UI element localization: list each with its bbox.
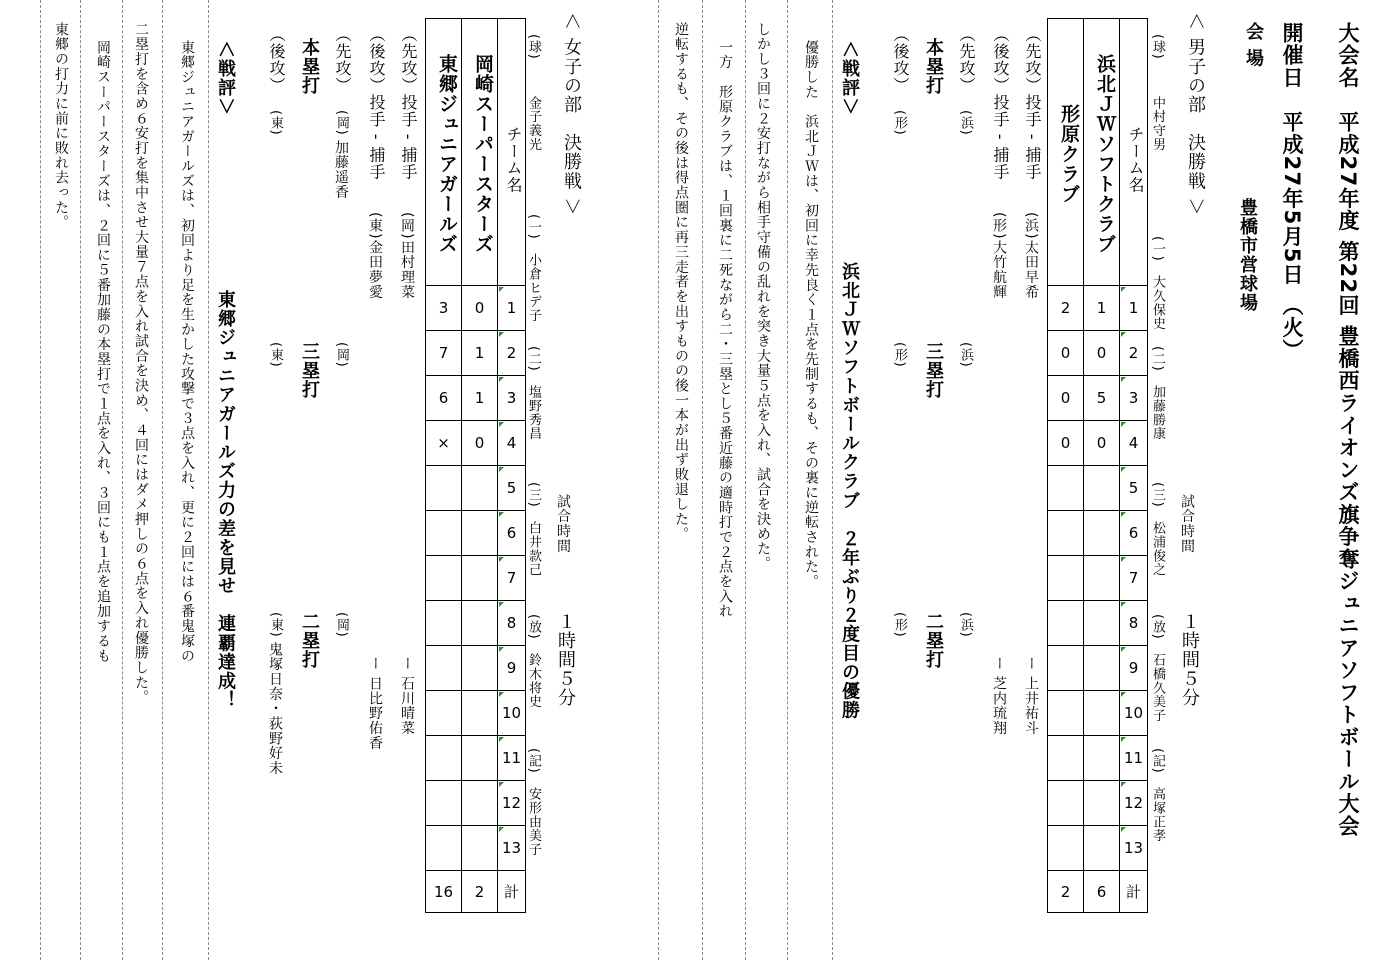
venue-label: 会 場 — [1243, 22, 1264, 68]
girls-triple-second-team: (東) — [268, 342, 283, 368]
girls-t1-i2: 1 — [462, 331, 498, 376]
boys-section-title: ＜ 男子の部 決勝戦 ＞ — [1185, 12, 1206, 217]
boys-t2-i9 — [1048, 646, 1084, 691]
venue-value: 豊橋市営球場 — [1237, 198, 1258, 313]
girls-battery-second-catcher: ー 日比野佑香 — [367, 656, 383, 751]
girls-t2-i10 — [426, 691, 462, 736]
boys-inning-10: 10 — [1120, 691, 1148, 736]
boys-battery-second-team: (形) — [991, 212, 1007, 240]
girls-t1-i8 — [462, 601, 498, 646]
boys-double-label: 二塁打 — [923, 612, 944, 670]
girls-battery-first-team: (岡) — [399, 212, 415, 240]
girls-inning-7: 7 — [498, 556, 526, 601]
boys-t1-i7 — [1084, 556, 1120, 601]
girls-review-line-1: 東郷ジュニアガールズは、初回より足を生かした攻撃で３点を入れ、更に２回には６番鬼塚の — [179, 40, 195, 664]
girls-t1-i10 — [462, 691, 498, 736]
boys-t2-i4: 0 — [1048, 421, 1084, 466]
girls-double-label: 二塁打 — [299, 612, 320, 670]
girls-triple-first-team: (岡) — [334, 342, 349, 368]
boys-t2-i3: 0 — [1048, 376, 1084, 421]
boys-t2-i8 — [1048, 601, 1084, 646]
girls-battery-first-catcher: ー 石川晴菜 — [399, 656, 415, 736]
date-label: 開催日 — [1280, 22, 1304, 89]
boys-umpire-2b: (二) 加藤勝康 — [1150, 346, 1165, 441]
girls-inning-8: 8 — [498, 601, 526, 646]
girls-hr-second-team: (東) — [268, 110, 283, 136]
girls-battery-second-label: （後攻）投手 - 捕手 — [367, 26, 386, 181]
divider — [162, 0, 163, 960]
boys-team-header: チーム名 — [1120, 19, 1148, 286]
boys-t1-i2: 0 — [1084, 331, 1120, 376]
divider — [122, 0, 123, 960]
girls-battery-second-names: 金田夢愛 — [367, 240, 383, 300]
boys-t2-i5 — [1048, 466, 1084, 511]
boys-t1-i8 — [1084, 601, 1120, 646]
girls-t1-i7 — [462, 556, 498, 601]
boys-battery-first-catcher: ー 上井祐斗 — [1023, 656, 1039, 736]
girls-t2-i9 — [426, 646, 462, 691]
girls-t2-i7 — [426, 556, 462, 601]
girls-inning-1: 1 — [498, 286, 526, 331]
girls-t1-i4: 0 — [462, 421, 498, 466]
boys-t2-i10 — [1048, 691, 1084, 736]
boys-battery-second-catcher: ー 芝内琉翔 — [991, 656, 1007, 736]
boys-t1-i3: 5 — [1084, 376, 1120, 421]
boys-game-time-label: 試合時間 — [1179, 494, 1195, 554]
tournament-label: 大会名 — [1336, 22, 1360, 89]
boys-umpire-plate-name: 中村守男 — [1150, 96, 1165, 152]
girls-triple-label: 三塁打 — [299, 342, 320, 400]
boys-umpire-out: (放) 石橋久美子 — [1150, 614, 1165, 723]
boys-game-time-value: １時間５分 — [1179, 612, 1200, 708]
girls-double-names: 鬼塚日奈・荻野好未 — [267, 642, 283, 776]
boys-triple-label: 三塁打 — [923, 342, 944, 400]
girls-t2-i1: 3 — [426, 286, 462, 331]
girls-umpire-1b: (一) 小倉ヒデ子 — [526, 214, 541, 323]
girls-t1-i6 — [462, 511, 498, 556]
girls-review-title: ＜戦評＞ — [215, 40, 236, 117]
boys-t1-i11 — [1084, 736, 1120, 781]
boys-t1-i10 — [1084, 691, 1120, 736]
boys-t2-i7 — [1048, 556, 1084, 601]
boys-hr-first-label: （先攻） — [957, 26, 976, 94]
boys-t1-total: 6 — [1084, 871, 1120, 913]
girls-t2-total: 16 — [426, 871, 462, 913]
girls-score-table — [425, 18, 526, 913]
boys-t2-i6 — [1048, 511, 1084, 556]
girls-inning-6: 6 — [498, 511, 526, 556]
boys-t1-i6 — [1084, 511, 1120, 556]
boys-battery-first-names: 太田早希 — [1023, 240, 1039, 300]
girls-inning-4: 4 — [498, 421, 526, 466]
boys-inning-6: 6 — [1120, 511, 1148, 556]
boys-inning-5: 5 — [1120, 466, 1148, 511]
boys-inning-3: 3 — [1120, 376, 1148, 421]
tournament-name-line — [1337, 22, 1358, 837]
boys-review-line-2: しかし３回に２安打ながら相手守備の乱れを突き大量５点を入れ、試合を決めた。 — [755, 22, 771, 572]
girls-t2-i8 — [426, 601, 462, 646]
girls-inning-5: 5 — [498, 466, 526, 511]
boys-double-first-team: (浜) — [958, 612, 973, 638]
boys-review-title: ＜戦評＞ — [839, 40, 860, 117]
boys-t1-i5 — [1084, 466, 1120, 511]
girls-t2-i11 — [426, 736, 462, 781]
boys-hr-first-team: (浜) — [958, 110, 973, 136]
boys-review-line-3: 一方 形原クラブは、１回裏に二死ながら二・三塁とし５番近藤の適時打で２点を入れ — [717, 40, 733, 619]
girls-game-time-label: 試合時間 — [555, 494, 571, 554]
divider — [80, 0, 81, 960]
girls-umpire-2b: (二) 塩野秀昌 — [526, 346, 541, 441]
girls-inning-9: 9 — [498, 646, 526, 691]
girls-hr-first-team: (岡) — [334, 110, 349, 136]
girls-hr-first-name: 加藤遥香 — [333, 140, 349, 200]
divider — [787, 0, 788, 960]
boys-hr-second-label: （後攻） — [891, 26, 910, 94]
boys-inning-7: 7 — [1120, 556, 1148, 601]
girls-team1-name: 岡崎スーパースターズ — [462, 19, 498, 286]
girls-t1-i12 — [462, 781, 498, 826]
divider — [208, 0, 209, 960]
girls-t1-i1: 0 — [462, 286, 498, 331]
girls-t1-i9 — [462, 646, 498, 691]
boys-t1-i9 — [1084, 646, 1120, 691]
boys-battery-first-label: （先攻）投手 - 捕手 — [1023, 26, 1042, 181]
boys-headline: 浜北ＪＷソフトボールクラブ ２年ぶり２度目の優勝 — [839, 262, 860, 720]
boys-t2-i2: 0 — [1048, 331, 1084, 376]
girls-inning-13: 13 — [498, 826, 526, 871]
boys-inning-11: 11 — [1120, 736, 1148, 781]
boys-hr-second-team: (形) — [892, 110, 907, 136]
boys-t2-i11 — [1048, 736, 1084, 781]
boys-battery-first-team: (浜) — [1023, 212, 1039, 240]
girls-headline: 東郷ジュニアガールズ力の差を見せ 連覇達成！ — [215, 290, 236, 710]
divider — [658, 0, 659, 960]
boys-score-table — [1047, 18, 1148, 913]
girls-double-second-team: (東) — [268, 612, 283, 638]
girls-t2-i3: 6 — [426, 376, 462, 421]
girls-t1-i13 — [462, 826, 498, 871]
girls-section-title: ＜ 女子の部 決勝戦 ＞ — [561, 12, 582, 217]
boys-hr-label: 本塁打 — [923, 38, 944, 96]
divider — [832, 0, 833, 960]
girls-inning-11: 11 — [498, 736, 526, 781]
boys-inning-2: 2 — [1120, 331, 1148, 376]
girls-umpire-rec: (記) 安形由美子 — [526, 748, 541, 857]
girls-t2-i4: × — [426, 421, 462, 466]
girls-t2-i13 — [426, 826, 462, 871]
girls-umpire-3b: (三) 白井款己 — [526, 482, 541, 577]
girls-total-header: 計 — [498, 871, 526, 913]
girls-t1-total: 2 — [462, 871, 498, 913]
girls-team2-name: 東郷ジュニアガールズ — [426, 19, 462, 286]
girls-battery-second-team: (東) — [367, 212, 383, 240]
divider — [40, 0, 41, 960]
girls-t1-i3: 1 — [462, 376, 498, 421]
girls-t2-i5 — [426, 466, 462, 511]
boys-inning-13: 13 — [1120, 826, 1148, 871]
boys-battery-second-label: （後攻）投手 - 捕手 — [991, 26, 1010, 181]
girls-review-line-2: 二塁打を含め６安打を集中させ大量７点を入れ試合を決め、４回にはダメ押しの６点を入れ優勝した。 — [133, 22, 149, 705]
boys-umpire-plate: (球) — [1150, 34, 1165, 60]
boys-team2-name: 形原クラブ — [1048, 19, 1084, 286]
girls-umpire-plate: (球) — [526, 34, 541, 60]
girls-inning-10: 10 — [498, 691, 526, 736]
boys-inning-1: 1 — [1120, 286, 1148, 331]
boys-t2-total: 2 — [1048, 871, 1084, 913]
boys-umpire-rec: (記) 高塚正孝 — [1150, 748, 1165, 843]
boys-t2-i12 — [1048, 781, 1084, 826]
boys-double-second-team: (形) — [892, 612, 907, 638]
boys-umpire-3b: (三) 松浦俊之 — [1150, 482, 1165, 577]
boys-umpire-1b: (一) 大久保史 — [1150, 236, 1165, 331]
boys-t1-i4: 0 — [1084, 421, 1120, 466]
divider — [702, 0, 703, 960]
girls-umpire-plate-name: 金子義光 — [526, 96, 541, 152]
girls-battery-first-names: 田村理菜 — [399, 240, 415, 300]
boys-t2-i13 — [1048, 826, 1084, 871]
tournament-name: 平成27年度 第22回 豊橋西ライオンズ旗争奪ジュニアソフトボール大会 — [1336, 111, 1360, 838]
girls-hr-first-label: （先攻） — [333, 26, 352, 94]
girls-t2-i2: 7 — [426, 331, 462, 376]
girls-hr-label: 本塁打 — [299, 38, 320, 96]
boys-battery-second-names: 大竹航輝 — [991, 240, 1007, 300]
girls-team-header: チーム名 — [498, 19, 526, 286]
boys-review-line-1: 優勝した 浜北ＪＷは、初回に幸先良く１点を先制するも、その裏に逆転された。 — [803, 40, 819, 590]
girls-t2-i12 — [426, 781, 462, 826]
girls-t1-i5 — [462, 466, 498, 511]
girls-inning-2: 2 — [498, 331, 526, 376]
girls-game-time-value: １時間５分 — [555, 612, 576, 708]
boys-review-line-4: 逆転するも、その後は得点圏に再三走者を出すものの後一本が出ず敗退した。 — [673, 22, 689, 542]
boys-inning-12: 12 — [1120, 781, 1148, 826]
boys-t2-i1: 2 — [1048, 286, 1084, 331]
girls-battery-first-label: （先攻）投手 - 捕手 — [399, 26, 418, 181]
boys-total-header: 計 — [1120, 871, 1148, 913]
girls-inning-3: 3 — [498, 376, 526, 421]
girls-hr-second-label: （後攻） — [267, 26, 286, 94]
boys-t1-i12 — [1084, 781, 1120, 826]
boys-triple-second-team: (形) — [892, 342, 907, 368]
divider — [745, 0, 746, 960]
boys-team1-name: 浜北ＪＷソフトクラブ — [1084, 19, 1120, 286]
boys-triple-first-team: (浜) — [958, 342, 973, 368]
boys-inning-9: 9 — [1120, 646, 1148, 691]
girls-review-line-3: 岡崎スーパースターズは、２回に５番加藤の本塁打で１点を入れ、３回にも１点を追加するも — [95, 40, 111, 664]
boys-inning-8: 8 — [1120, 601, 1148, 646]
girls-umpire-out: (放) 鈴木将史 — [526, 614, 541, 709]
date-value: 平成27年5月5日 （火） — [1280, 111, 1304, 362]
girls-review-line-4: 東郷の打力に前に敗れ去った。 — [53, 22, 69, 230]
girls-t1-i11 — [462, 736, 498, 781]
boys-inning-4: 4 — [1120, 421, 1148, 466]
boys-t1-i13 — [1084, 826, 1120, 871]
girls-inning-12: 12 — [498, 781, 526, 826]
date-line — [1281, 22, 1302, 361]
girls-t2-i6 — [426, 511, 462, 556]
girls-double-first-team: (岡) — [334, 612, 349, 638]
boys-t1-i1: 1 — [1084, 286, 1120, 331]
